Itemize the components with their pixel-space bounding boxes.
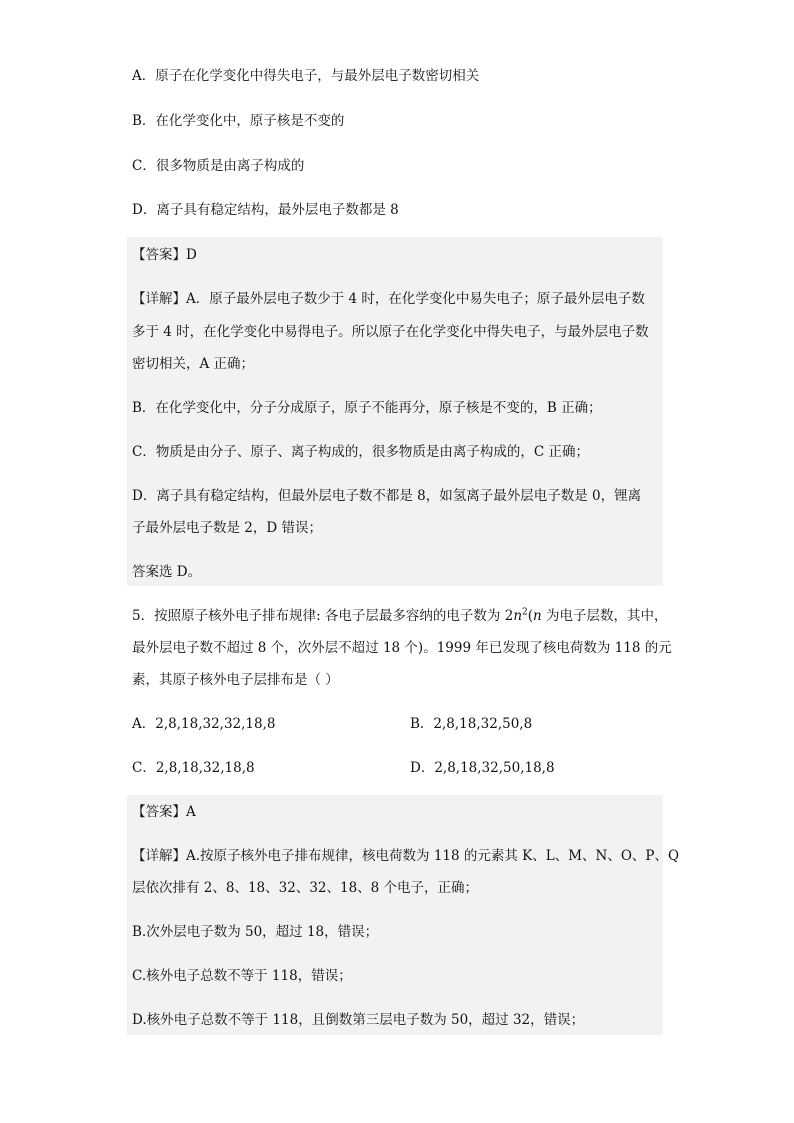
- q5-answer: 【答案】A: [132, 804, 196, 820]
- q4-detail-line: 答案选 D。: [132, 564, 202, 580]
- q5-option-d: D．2,8,18,32,50,18,8: [410, 760, 555, 776]
- q4-detail-line: 密切相关，A 正确；: [132, 356, 255, 372]
- q5-detail-line: C.核外电子总数不等于 118，错误；: [132, 968, 352, 984]
- q4-detail-line: D．离子具有稳定结构，但最外层电子数不都是 8，如氢离子最外层电子数是 0，锂离: [132, 488, 642, 504]
- q5-stem-n2: n: [533, 608, 542, 624]
- q5-detail-line: 【详解】A.按原子核外电子排布规律，核电荷数为 118 的元素其 K、L、M、N、O、P、Q: [132, 848, 680, 864]
- q4-option-b: B．在化学变化中，原子核是不变的: [132, 113, 345, 129]
- q5-stem-text: 为电子层数，其中，: [541, 608, 668, 624]
- q4-option-a: A．原子在化学变化中得失电子，与最外层电子数密切相关: [132, 68, 480, 84]
- q5-answer-block: [127, 795, 663, 1035]
- q5-detail-line: B.次外层电子数为 50，超过 18，错误；: [132, 924, 379, 940]
- q4-detail-line: B．在化学变化中，分子分成原子，原子不能再分，原子核是不变的，B 正确；: [132, 400, 602, 416]
- q5-detail-line: D.核外电子总数不等于 118，且倒数第三层电子数为 50，超过 32，错误；: [132, 1012, 585, 1028]
- q4-detail-line: 子最外层电子数是 2，D 错误；: [132, 520, 322, 536]
- q4-answer: 【答案】D: [132, 247, 197, 263]
- q4-option-c: C．很多物质是由离子构成的: [132, 158, 305, 174]
- q4-option-d: D．离子具有稳定结构，最外层电子数都是 8: [132, 202, 399, 218]
- q5-detail-line: 层依次排有 2、8、18、32、32、18、8 个电子，正确；: [132, 880, 479, 896]
- q5-stem-paren: (: [527, 608, 534, 624]
- q4-detail-line: C．物质是由分子、原子、离子构成的，很多物质是由离子构成的，C 正确；: [132, 444, 589, 460]
- q4-detail-line: 【详解】A．原子最外层电子数少于 4 时，在化学变化中易失电子；原子最外层电子数: [132, 291, 645, 307]
- q5-stem-line: [132, 606, 668, 626]
- q5-option-b: B．2,8,18,32,50,8: [410, 716, 533, 732]
- q5-stem-line: 素，其原子核外电子层排布是（ ）: [132, 672, 339, 688]
- q5-stem-superscript: 2: [522, 607, 528, 618]
- q5-option-c: C．2,8,18,32,18,8: [132, 760, 255, 776]
- q4-detail-line: 多于 4 时，在化学变化中易得电子。所以原子在化学变化中得失电子，与最外层电子数: [132, 324, 649, 340]
- q5-stem-line: 最外层电子数不超过 8 个，次外层不超过 18 个)。1999 年已发现了核电荷数为 118 的元: [132, 640, 672, 656]
- q5-stem-n: n: [513, 608, 523, 624]
- q5-stem-text: 5．按照原子核外电子排布规律: 各电子层最多容纳的电子数为 2: [132, 608, 514, 624]
- q5-option-a: A．2,8,18,32,32,18,8: [132, 716, 276, 732]
